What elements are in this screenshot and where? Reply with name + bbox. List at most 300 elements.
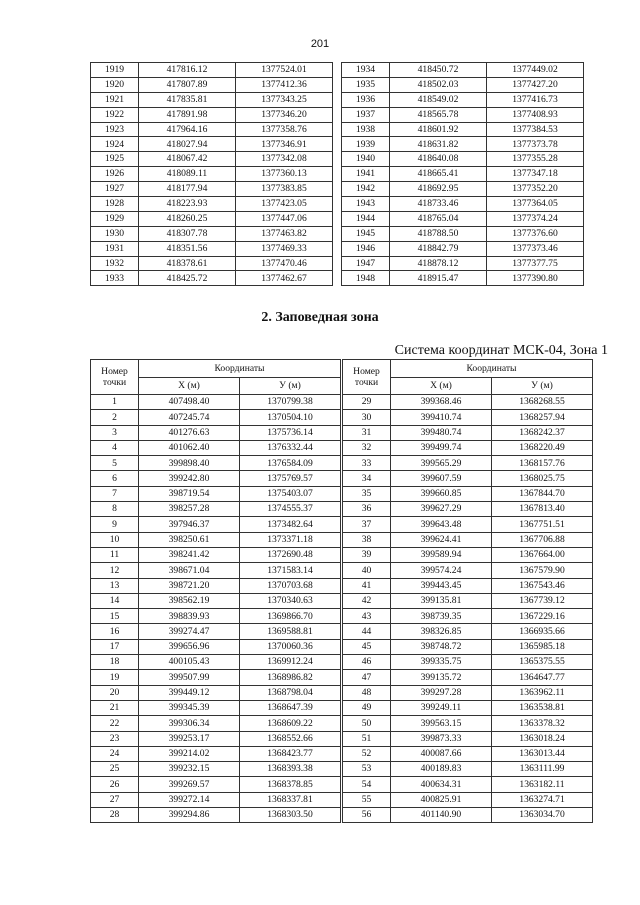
table-row bbox=[91, 762, 341, 777]
reserved-zone-table-left bbox=[90, 359, 341, 823]
x-coordinate-cell: 399297.28 bbox=[391, 685, 492, 700]
table-row bbox=[91, 410, 341, 425]
y-coordinate-cell: 1377416.73 bbox=[487, 92, 584, 107]
table-row bbox=[91, 609, 341, 624]
table-row bbox=[91, 502, 341, 517]
table-row bbox=[343, 731, 593, 746]
table-row bbox=[91, 517, 341, 532]
y-coordinate-cell: 1377358.76 bbox=[236, 122, 333, 137]
x-coordinate-cell: 400634.31 bbox=[391, 777, 492, 792]
x-coordinate-cell: 399565.29 bbox=[391, 456, 492, 471]
y-coordinate-cell: 1368220.49 bbox=[492, 440, 593, 455]
x-coordinate-cell: 418089.11 bbox=[139, 167, 236, 182]
x-coordinate-cell: 417816.12 bbox=[139, 63, 236, 78]
x-coordinate-cell: 399306.34 bbox=[139, 716, 240, 731]
point-number-cell: 3 bbox=[91, 425, 139, 440]
x-coordinate-cell: 418549.02 bbox=[390, 92, 487, 107]
table-row bbox=[91, 486, 341, 501]
table-row bbox=[91, 182, 333, 197]
point-number-cell: 5 bbox=[91, 456, 139, 471]
table-row bbox=[91, 700, 341, 715]
x-coordinate-cell: 400087.66 bbox=[391, 746, 492, 761]
page-number: 201 bbox=[310, 38, 330, 50]
table-row bbox=[343, 395, 593, 410]
y-coordinate-cell: 1368268.55 bbox=[492, 395, 593, 410]
table-row bbox=[342, 197, 584, 212]
table-row bbox=[91, 395, 341, 410]
point-number-cell: 53 bbox=[343, 762, 391, 777]
x-coordinate-cell: 418351.56 bbox=[139, 241, 236, 256]
table-row bbox=[91, 63, 333, 78]
y-header: У (м) bbox=[240, 378, 341, 395]
point-number-cell: 14 bbox=[91, 593, 139, 608]
x-coordinate-cell: 418733.46 bbox=[390, 197, 487, 212]
table-row bbox=[343, 792, 593, 807]
table-row bbox=[342, 211, 584, 226]
table-row bbox=[91, 137, 333, 152]
x-coordinate-cell: 418915.47 bbox=[390, 271, 487, 286]
point-number-cell: 1933 bbox=[91, 271, 139, 286]
table-row bbox=[343, 700, 593, 715]
table-row bbox=[343, 410, 593, 425]
table-row bbox=[91, 670, 341, 685]
point-number-cell: 1923 bbox=[91, 122, 139, 137]
x-coordinate-cell: 418177.94 bbox=[139, 182, 236, 197]
x-coordinate-cell: 399135.72 bbox=[391, 670, 492, 685]
point-number-cell: 26 bbox=[91, 777, 139, 792]
point-number-header: Номер точки bbox=[343, 360, 391, 395]
x-coordinate-cell: 398719.54 bbox=[139, 486, 240, 501]
point-number-cell: 48 bbox=[343, 685, 391, 700]
y-coordinate-cell: 1368609.22 bbox=[240, 716, 341, 731]
point-number-cell: 1932 bbox=[91, 256, 139, 271]
y-coordinate-cell: 1377383.85 bbox=[236, 182, 333, 197]
coordinates-header: Координаты bbox=[139, 360, 341, 378]
point-number-cell: 25 bbox=[91, 762, 139, 777]
section-title: 2. Заповедная зона bbox=[261, 310, 379, 325]
y-coordinate-cell: 1367844.70 bbox=[492, 486, 593, 501]
y-coordinate-cell: 1377376.60 bbox=[487, 226, 584, 241]
y-coordinate-cell: 1377390.80 bbox=[487, 271, 584, 286]
table-row bbox=[342, 152, 584, 167]
point-number-cell: 1926 bbox=[91, 167, 139, 182]
y-coordinate-cell: 1370504.10 bbox=[240, 410, 341, 425]
table-row bbox=[91, 440, 341, 455]
y-coordinate-cell: 1370703.68 bbox=[240, 578, 341, 593]
x-coordinate-cell: 398839.93 bbox=[139, 609, 240, 624]
y-coordinate-cell: 1375736.14 bbox=[240, 425, 341, 440]
table-row bbox=[91, 425, 341, 440]
x-coordinate-cell: 399335.75 bbox=[391, 655, 492, 670]
table-row bbox=[343, 639, 593, 654]
table-row bbox=[91, 808, 341, 823]
x-coordinate-cell: 397946.37 bbox=[139, 517, 240, 532]
point-number-cell: 1941 bbox=[342, 167, 390, 182]
x-coordinate-cell: 399480.74 bbox=[391, 425, 492, 440]
table-row bbox=[342, 107, 584, 122]
point-number-cell: 24 bbox=[91, 746, 139, 761]
table-row bbox=[342, 137, 584, 152]
table-row bbox=[343, 456, 593, 471]
y-coordinate-cell: 1365375.55 bbox=[492, 655, 593, 670]
point-number-cell: 1924 bbox=[91, 137, 139, 152]
y-coordinate-cell: 1368242.37 bbox=[492, 425, 593, 440]
point-number-cell: 49 bbox=[343, 700, 391, 715]
table-row bbox=[91, 471, 341, 486]
point-number-cell: 40 bbox=[343, 563, 391, 578]
y-coordinate-cell: 1376332.44 bbox=[240, 440, 341, 455]
coordinate-system-caption: Система координат МСК-04, Зона 1 bbox=[394, 343, 608, 358]
x-coordinate-cell: 407498.40 bbox=[139, 395, 240, 410]
x-coordinate-cell: 417964.16 bbox=[139, 122, 236, 137]
point-number-cell: 1942 bbox=[342, 182, 390, 197]
y-coordinate-cell: 1370340.63 bbox=[240, 593, 341, 608]
y-coordinate-cell: 1368337.81 bbox=[240, 792, 341, 807]
table-row bbox=[91, 716, 341, 731]
table-row bbox=[342, 77, 584, 92]
x-coordinate-cell: 399443.45 bbox=[391, 578, 492, 593]
table-row bbox=[91, 563, 341, 578]
x-coordinate-cell: 399643.48 bbox=[391, 517, 492, 532]
point-number-cell: 31 bbox=[343, 425, 391, 440]
x-header: X (м) bbox=[391, 378, 492, 395]
point-number-cell: 1930 bbox=[91, 226, 139, 241]
x-coordinate-cell: 418788.50 bbox=[390, 226, 487, 241]
y-coordinate-cell: 1363034.70 bbox=[492, 808, 593, 823]
coordinates-header: Координаты bbox=[391, 360, 593, 378]
x-coordinate-cell: 398721.20 bbox=[139, 578, 240, 593]
x-coordinate-cell: 418842.79 bbox=[390, 241, 487, 256]
table-row bbox=[343, 532, 593, 547]
table-row bbox=[343, 578, 593, 593]
point-number-cell: 1936 bbox=[342, 92, 390, 107]
y-coordinate-cell: 1377352.20 bbox=[487, 182, 584, 197]
x-coordinate-cell: 399873.33 bbox=[391, 731, 492, 746]
x-coordinate-cell: 418450.72 bbox=[390, 63, 487, 78]
y-coordinate-cell: 1368986.82 bbox=[240, 670, 341, 685]
y-coordinate-cell: 1367813.40 bbox=[492, 502, 593, 517]
table-row bbox=[91, 122, 333, 137]
y-coordinate-cell: 1374555.37 bbox=[240, 502, 341, 517]
point-number-cell: 1943 bbox=[342, 197, 390, 212]
table-row bbox=[343, 502, 593, 517]
table-row bbox=[343, 746, 593, 761]
table-row bbox=[91, 746, 341, 761]
table-row bbox=[91, 241, 333, 256]
point-number-cell: 28 bbox=[91, 808, 139, 823]
point-number-cell: 1938 bbox=[342, 122, 390, 137]
y-coordinate-cell: 1377346.20 bbox=[236, 107, 333, 122]
y-coordinate-cell: 1363962.11 bbox=[492, 685, 593, 700]
point-number-cell: 36 bbox=[343, 502, 391, 517]
y-coordinate-cell: 1377469.33 bbox=[236, 241, 333, 256]
y-coordinate-cell: 1368647.39 bbox=[240, 700, 341, 715]
x-coordinate-cell: 399624.41 bbox=[391, 532, 492, 547]
table-row bbox=[91, 271, 333, 286]
y-coordinate-cell: 1368025.75 bbox=[492, 471, 593, 486]
x-coordinate-cell: 418631.82 bbox=[390, 137, 487, 152]
y-coordinate-cell: 1368423.77 bbox=[240, 746, 341, 761]
y-coordinate-cell: 1377355.28 bbox=[487, 152, 584, 167]
y-coordinate-cell: 1363538.81 bbox=[492, 700, 593, 715]
point-number-cell: 1931 bbox=[91, 241, 139, 256]
table-row bbox=[343, 716, 593, 731]
y-coordinate-cell: 1367751.51 bbox=[492, 517, 593, 532]
y-coordinate-cell: 1377449.02 bbox=[487, 63, 584, 78]
y-coordinate-cell: 1377360.13 bbox=[236, 167, 333, 182]
point-number-cell: 33 bbox=[343, 456, 391, 471]
x-coordinate-cell: 399242.80 bbox=[139, 471, 240, 486]
point-number-cell: 1934 bbox=[342, 63, 390, 78]
point-number-cell: 13 bbox=[91, 578, 139, 593]
table-row bbox=[342, 256, 584, 271]
x-coordinate-cell: 398739.35 bbox=[391, 609, 492, 624]
point-number-cell: 46 bbox=[343, 655, 391, 670]
point-number-cell: 42 bbox=[343, 593, 391, 608]
x-coordinate-cell: 398671.04 bbox=[139, 563, 240, 578]
x-coordinate-cell: 418378.61 bbox=[139, 256, 236, 271]
point-number-cell: 47 bbox=[343, 670, 391, 685]
point-number-cell: 54 bbox=[343, 777, 391, 792]
x-coordinate-cell: 399135.81 bbox=[391, 593, 492, 608]
y-coordinate-cell: 1377373.78 bbox=[487, 137, 584, 152]
table-row bbox=[91, 256, 333, 271]
point-number-cell: 38 bbox=[343, 532, 391, 547]
y-coordinate-cell: 1363378.32 bbox=[492, 716, 593, 731]
point-number-cell: 1945 bbox=[342, 226, 390, 241]
table-row bbox=[91, 593, 341, 608]
y-coordinate-cell: 1368552.66 bbox=[240, 731, 341, 746]
point-number-cell: 1937 bbox=[342, 107, 390, 122]
y-coordinate-cell: 1366935.66 bbox=[492, 624, 593, 639]
y-coordinate-cell: 1367543.46 bbox=[492, 578, 593, 593]
x-coordinate-cell: 399574.24 bbox=[391, 563, 492, 578]
point-number-cell: 17 bbox=[91, 639, 139, 654]
y-coordinate-cell: 1377412.36 bbox=[236, 77, 333, 92]
y-coordinate-cell: 1371583.14 bbox=[240, 563, 341, 578]
x-coordinate-cell: 401140.90 bbox=[391, 808, 492, 823]
table-row bbox=[91, 578, 341, 593]
point-number-cell: 1939 bbox=[342, 137, 390, 152]
x-coordinate-cell: 418260.25 bbox=[139, 211, 236, 226]
table-row bbox=[343, 609, 593, 624]
x-coordinate-cell: 418692.95 bbox=[390, 182, 487, 197]
x-coordinate-cell: 398257.28 bbox=[139, 502, 240, 517]
table-row bbox=[342, 271, 584, 286]
y-coordinate-cell: 1375769.57 bbox=[240, 471, 341, 486]
x-coordinate-cell: 399656.96 bbox=[139, 639, 240, 654]
table-row bbox=[342, 167, 584, 182]
table-row bbox=[343, 670, 593, 685]
x-coordinate-cell: 418640.08 bbox=[390, 152, 487, 167]
table-row bbox=[343, 777, 593, 792]
y-coordinate-cell: 1377470.46 bbox=[236, 256, 333, 271]
table-row bbox=[91, 777, 341, 792]
y-coordinate-cell: 1363018.24 bbox=[492, 731, 593, 746]
y-coordinate-cell: 1368798.04 bbox=[240, 685, 341, 700]
x-coordinate-cell: 399249.11 bbox=[391, 700, 492, 715]
x-coordinate-cell: 400189.83 bbox=[391, 762, 492, 777]
table-row bbox=[91, 639, 341, 654]
table-row bbox=[91, 547, 341, 562]
x-header: X (м) bbox=[139, 378, 240, 395]
y-coordinate-cell: 1373482.64 bbox=[240, 517, 341, 532]
table-row bbox=[342, 92, 584, 107]
point-number-cell: 11 bbox=[91, 547, 139, 562]
table-row bbox=[343, 517, 593, 532]
y-coordinate-cell: 1377423.05 bbox=[236, 197, 333, 212]
y-coordinate-cell: 1369866.70 bbox=[240, 609, 341, 624]
y-coordinate-cell: 1367664.00 bbox=[492, 547, 593, 562]
point-number-cell: 1922 bbox=[91, 107, 139, 122]
table-row bbox=[91, 731, 341, 746]
y-coordinate-cell: 1367706.88 bbox=[492, 532, 593, 547]
x-coordinate-cell: 399410.74 bbox=[391, 410, 492, 425]
y-coordinate-cell: 1377374.24 bbox=[487, 211, 584, 226]
y-coordinate-cell: 1363274.71 bbox=[492, 792, 593, 807]
x-coordinate-cell: 399214.02 bbox=[139, 746, 240, 761]
table-row bbox=[343, 808, 593, 823]
y-coordinate-cell: 1373371.18 bbox=[240, 532, 341, 547]
point-number-cell: 20 bbox=[91, 685, 139, 700]
y-coordinate-cell: 1367229.16 bbox=[492, 609, 593, 624]
table-row bbox=[91, 655, 341, 670]
coordinates-table-continued-left bbox=[90, 62, 333, 286]
table-row bbox=[343, 593, 593, 608]
point-number-cell: 22 bbox=[91, 716, 139, 731]
table-row bbox=[91, 152, 333, 167]
y-coordinate-cell: 1367739.12 bbox=[492, 593, 593, 608]
y-coordinate-cell: 1377343.25 bbox=[236, 92, 333, 107]
point-number-cell: 1927 bbox=[91, 182, 139, 197]
x-coordinate-cell: 398241.42 bbox=[139, 547, 240, 562]
y-coordinate-cell: 1375403.07 bbox=[240, 486, 341, 501]
x-coordinate-cell: 418765.04 bbox=[390, 211, 487, 226]
y-coordinate-cell: 1377408.93 bbox=[487, 107, 584, 122]
y-coordinate-cell: 1377524.01 bbox=[236, 63, 333, 78]
x-coordinate-cell: 399232.15 bbox=[139, 762, 240, 777]
y-coordinate-cell: 1377346.91 bbox=[236, 137, 333, 152]
table-row bbox=[342, 63, 584, 78]
point-number-cell: 27 bbox=[91, 792, 139, 807]
x-coordinate-cell: 400105.43 bbox=[139, 655, 240, 670]
point-number-cell: 41 bbox=[343, 578, 391, 593]
table-row bbox=[343, 655, 593, 670]
point-number-cell: 1921 bbox=[91, 92, 139, 107]
point-number-cell: 1919 bbox=[91, 63, 139, 78]
reserved-zone-table-right bbox=[342, 359, 593, 823]
x-coordinate-cell: 399272.14 bbox=[139, 792, 240, 807]
x-coordinate-cell: 418878.12 bbox=[390, 256, 487, 271]
x-coordinate-cell: 418601.92 bbox=[390, 122, 487, 137]
point-number-cell: 18 bbox=[91, 655, 139, 670]
point-number-cell: 50 bbox=[343, 716, 391, 731]
y-coordinate-cell: 1377364.05 bbox=[487, 197, 584, 212]
point-number-cell: 32 bbox=[343, 440, 391, 455]
point-number-cell: 55 bbox=[343, 792, 391, 807]
y-coordinate-cell: 1377384.53 bbox=[487, 122, 584, 137]
x-coordinate-cell: 398250.61 bbox=[139, 532, 240, 547]
x-coordinate-cell: 418307.78 bbox=[139, 226, 236, 241]
y-coordinate-cell: 1369588.81 bbox=[240, 624, 341, 639]
point-number-cell: 23 bbox=[91, 731, 139, 746]
table-row bbox=[343, 547, 593, 562]
x-coordinate-cell: 399607.59 bbox=[391, 471, 492, 486]
x-coordinate-cell: 407245.74 bbox=[139, 410, 240, 425]
y-coordinate-cell: 1372690.48 bbox=[240, 547, 341, 562]
point-number-cell: 12 bbox=[91, 563, 139, 578]
y-coordinate-cell: 1377447.06 bbox=[236, 211, 333, 226]
x-coordinate-cell: 417891.98 bbox=[139, 107, 236, 122]
y-coordinate-cell: 1363111.99 bbox=[492, 762, 593, 777]
x-coordinate-cell: 399660.85 bbox=[391, 486, 492, 501]
point-number-cell: 1928 bbox=[91, 197, 139, 212]
x-coordinate-cell: 399499.74 bbox=[391, 440, 492, 455]
y-coordinate-cell: 1377427.20 bbox=[487, 77, 584, 92]
table-row bbox=[343, 440, 593, 455]
point-number-cell: 45 bbox=[343, 639, 391, 654]
x-coordinate-cell: 418027.94 bbox=[139, 137, 236, 152]
point-number-cell: 9 bbox=[91, 517, 139, 532]
table-row bbox=[91, 792, 341, 807]
x-coordinate-cell: 399345.39 bbox=[139, 700, 240, 715]
x-coordinate-cell: 418067.42 bbox=[139, 152, 236, 167]
x-coordinate-cell: 399507.99 bbox=[139, 670, 240, 685]
point-number-cell: 21 bbox=[91, 700, 139, 715]
table-row bbox=[91, 226, 333, 241]
x-coordinate-cell: 401276.63 bbox=[139, 425, 240, 440]
y-coordinate-cell: 1367579.90 bbox=[492, 563, 593, 578]
table-row bbox=[342, 122, 584, 137]
y-coordinate-cell: 1363182.11 bbox=[492, 777, 593, 792]
point-number-cell: 19 bbox=[91, 670, 139, 685]
y-coordinate-cell: 1368257.94 bbox=[492, 410, 593, 425]
x-coordinate-cell: 399627.29 bbox=[391, 502, 492, 517]
x-coordinate-cell: 418565.78 bbox=[390, 107, 487, 122]
table-row bbox=[343, 762, 593, 777]
point-number-cell: 35 bbox=[343, 486, 391, 501]
x-coordinate-cell: 418425.72 bbox=[139, 271, 236, 286]
point-number-cell: 1929 bbox=[91, 211, 139, 226]
y-coordinate-cell: 1370060.36 bbox=[240, 639, 341, 654]
point-number-cell: 1944 bbox=[342, 211, 390, 226]
y-coordinate-cell: 1376584.09 bbox=[240, 456, 341, 471]
point-number-cell: 34 bbox=[343, 471, 391, 486]
y-coordinate-cell: 1377462.67 bbox=[236, 271, 333, 286]
point-number-cell: 43 bbox=[343, 609, 391, 624]
x-coordinate-cell: 399269.57 bbox=[139, 777, 240, 792]
table-row bbox=[91, 92, 333, 107]
table-row bbox=[343, 563, 593, 578]
table-row bbox=[91, 532, 341, 547]
point-number-cell: 1 bbox=[91, 395, 139, 410]
point-number-cell: 51 bbox=[343, 731, 391, 746]
table-row bbox=[91, 167, 333, 182]
table-row bbox=[91, 211, 333, 226]
x-coordinate-cell: 398562.19 bbox=[139, 593, 240, 608]
table-row bbox=[91, 456, 341, 471]
point-number-cell: 1935 bbox=[342, 77, 390, 92]
point-number-cell: 1925 bbox=[91, 152, 139, 167]
table-row bbox=[91, 624, 341, 639]
x-coordinate-cell: 417835.81 bbox=[139, 92, 236, 107]
x-coordinate-cell: 400825.91 bbox=[391, 792, 492, 807]
y-coordinate-cell: 1377373.46 bbox=[487, 241, 584, 256]
point-number-header: Номер точки bbox=[91, 360, 139, 395]
y-coordinate-cell: 1369912.24 bbox=[240, 655, 341, 670]
y-coordinate-cell: 1364647.77 bbox=[492, 670, 593, 685]
point-number-cell: 37 bbox=[343, 517, 391, 532]
